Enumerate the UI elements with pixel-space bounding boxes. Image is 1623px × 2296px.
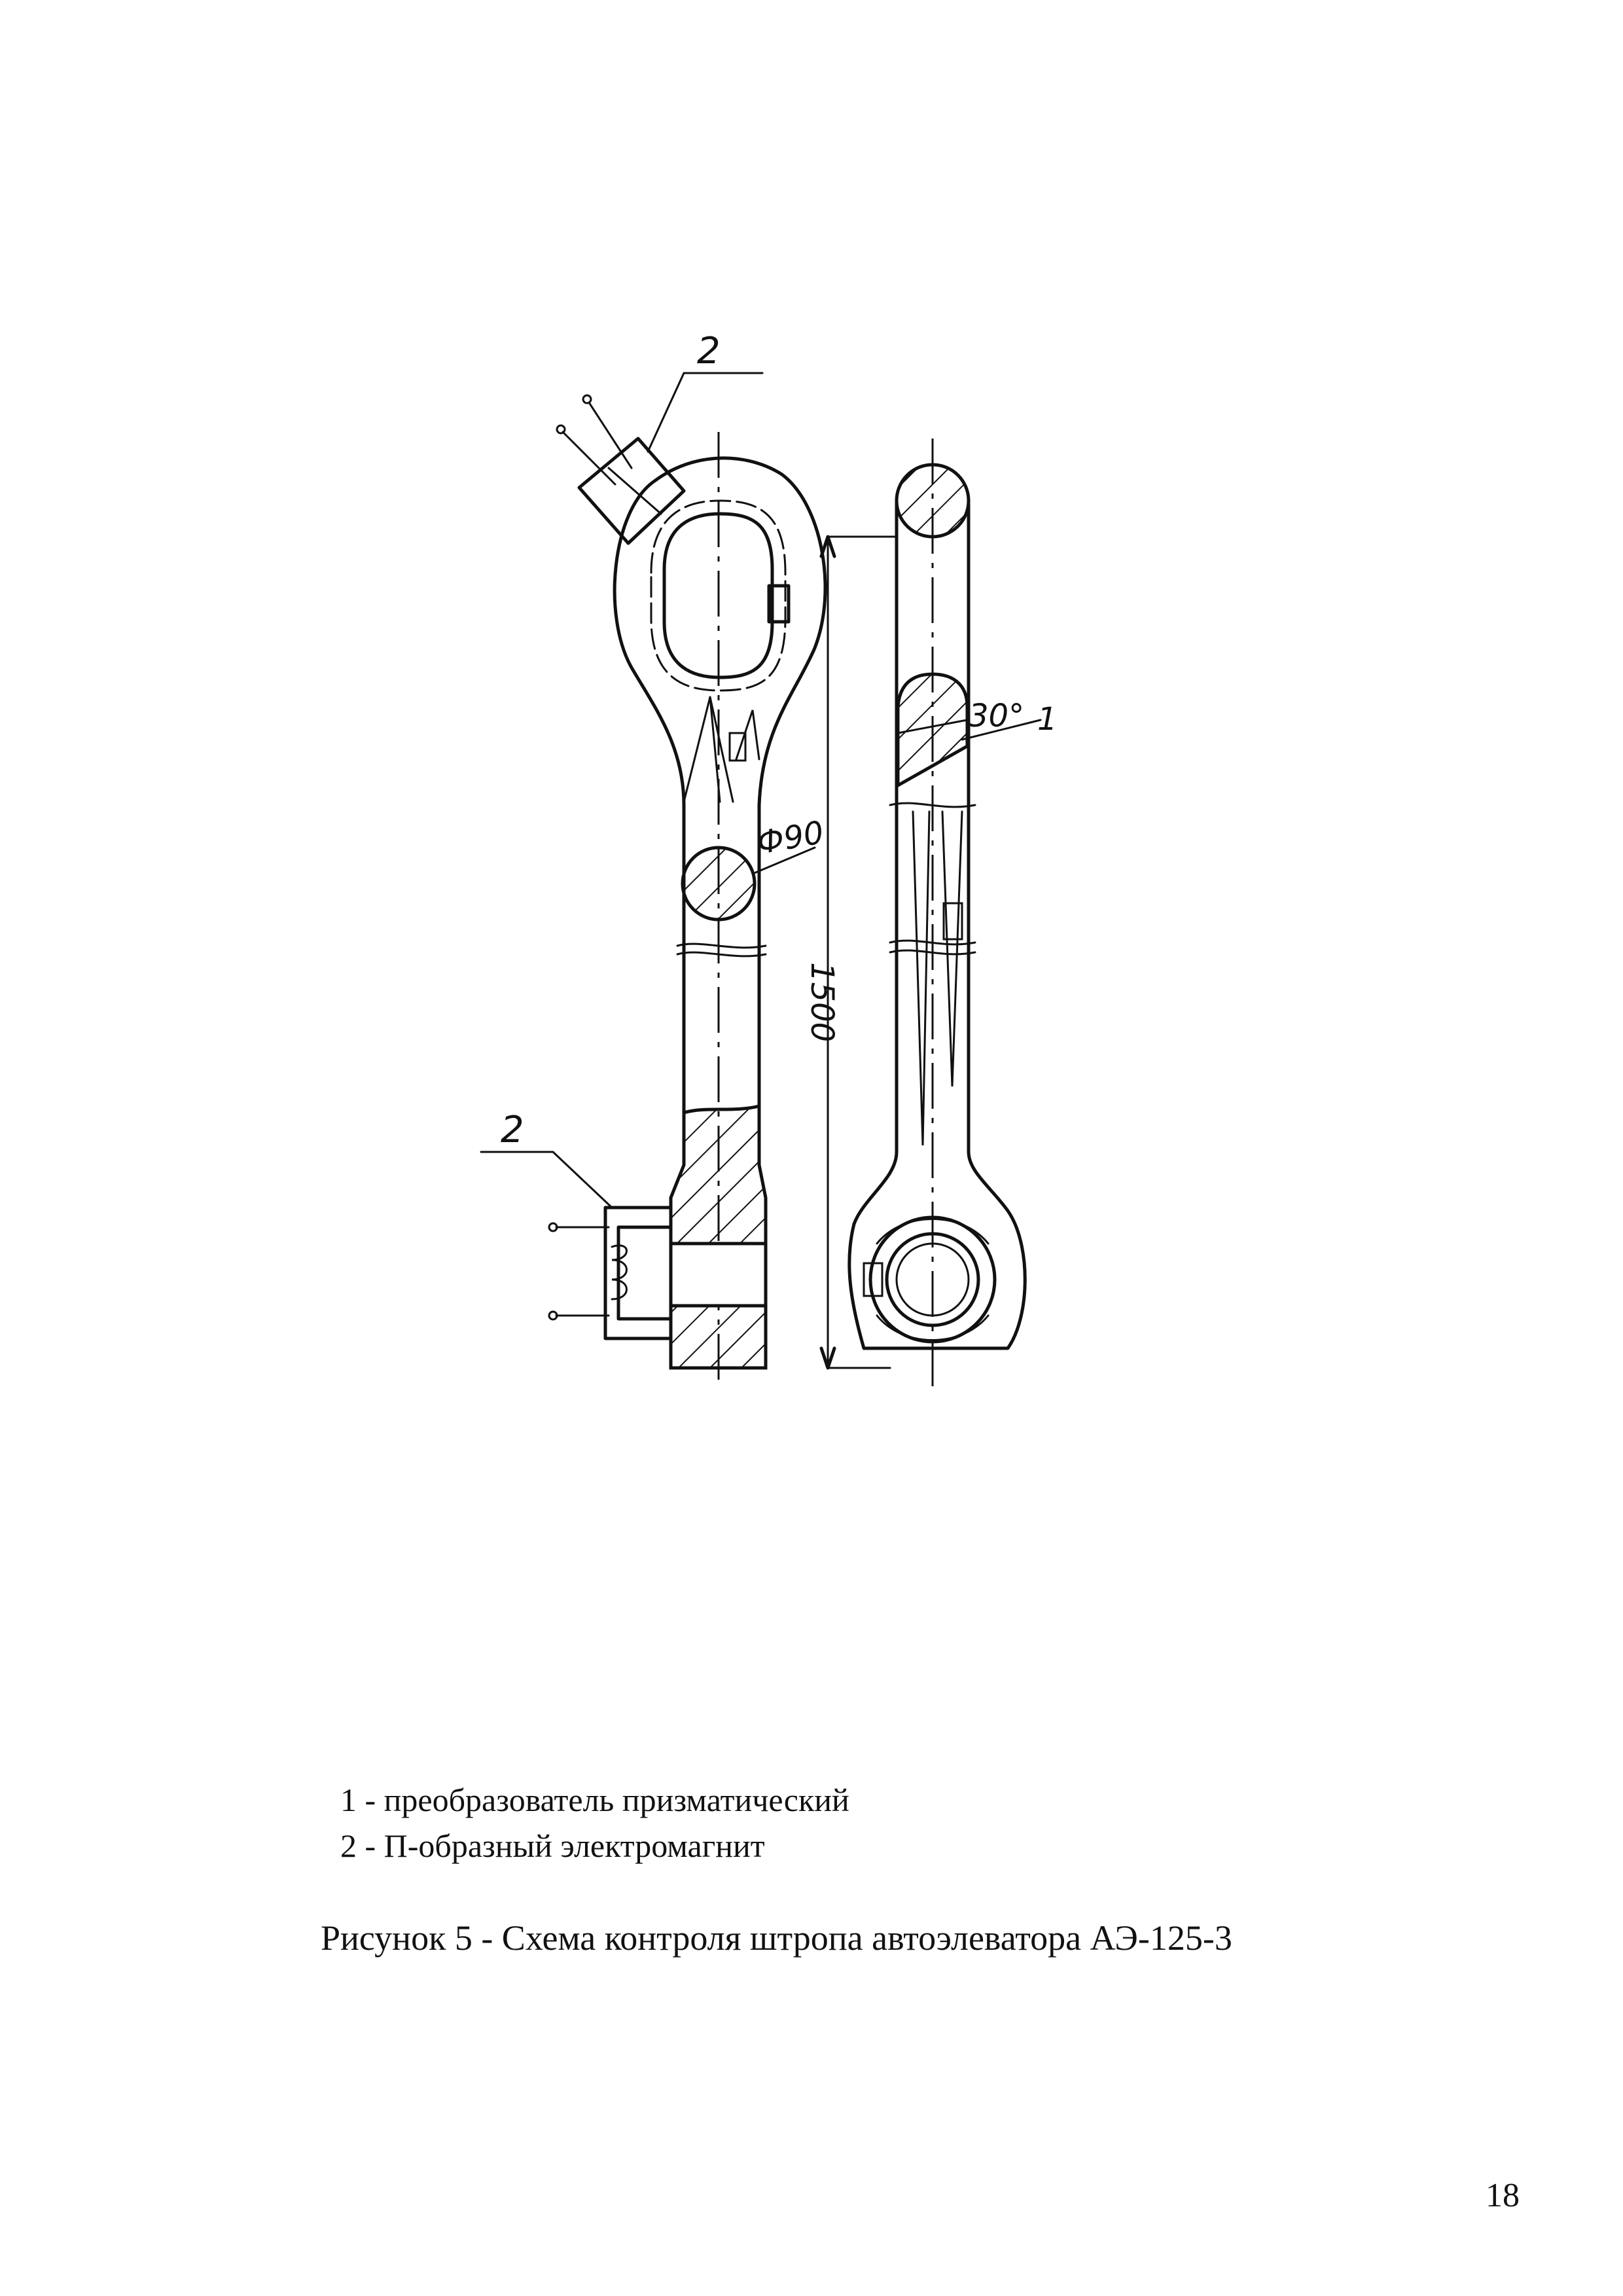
top-round-section — [897, 465, 969, 537]
page-number: 18 — [1486, 2177, 1520, 2214]
figure-caption: Рисунок 5 - Схема контроля штропа автоэлеватора АЭ-125-3 — [321, 1918, 1232, 1958]
upper-eye-outline — [615, 458, 825, 805]
top-callout-label: 2 — [697, 330, 721, 372]
diameter-label: Ф90 — [754, 814, 827, 862]
angle-label: 30° — [969, 698, 1025, 734]
legend — [340, 1777, 849, 1869]
shank-section — [683, 848, 755, 920]
lower-head-section — [671, 1106, 766, 1368]
lower-eye-outline — [849, 1152, 1025, 1348]
converter-callout-label: 1 — [1037, 701, 1058, 738]
link-side-view — [849, 439, 1041, 1388]
legend-item-2: 2 - П-образный электромагнит — [340, 1827, 765, 1864]
length-label: 1500 — [804, 962, 840, 1043]
length-dimension — [821, 537, 897, 1368]
bottom-callout-label: 2 — [501, 1109, 524, 1151]
legend-item-1: 1 - преобразователь призматический — [340, 1782, 849, 1818]
top-electromagnet — [579, 439, 684, 543]
angled-section — [898, 674, 967, 785]
link-front-view — [481, 373, 825, 1381]
